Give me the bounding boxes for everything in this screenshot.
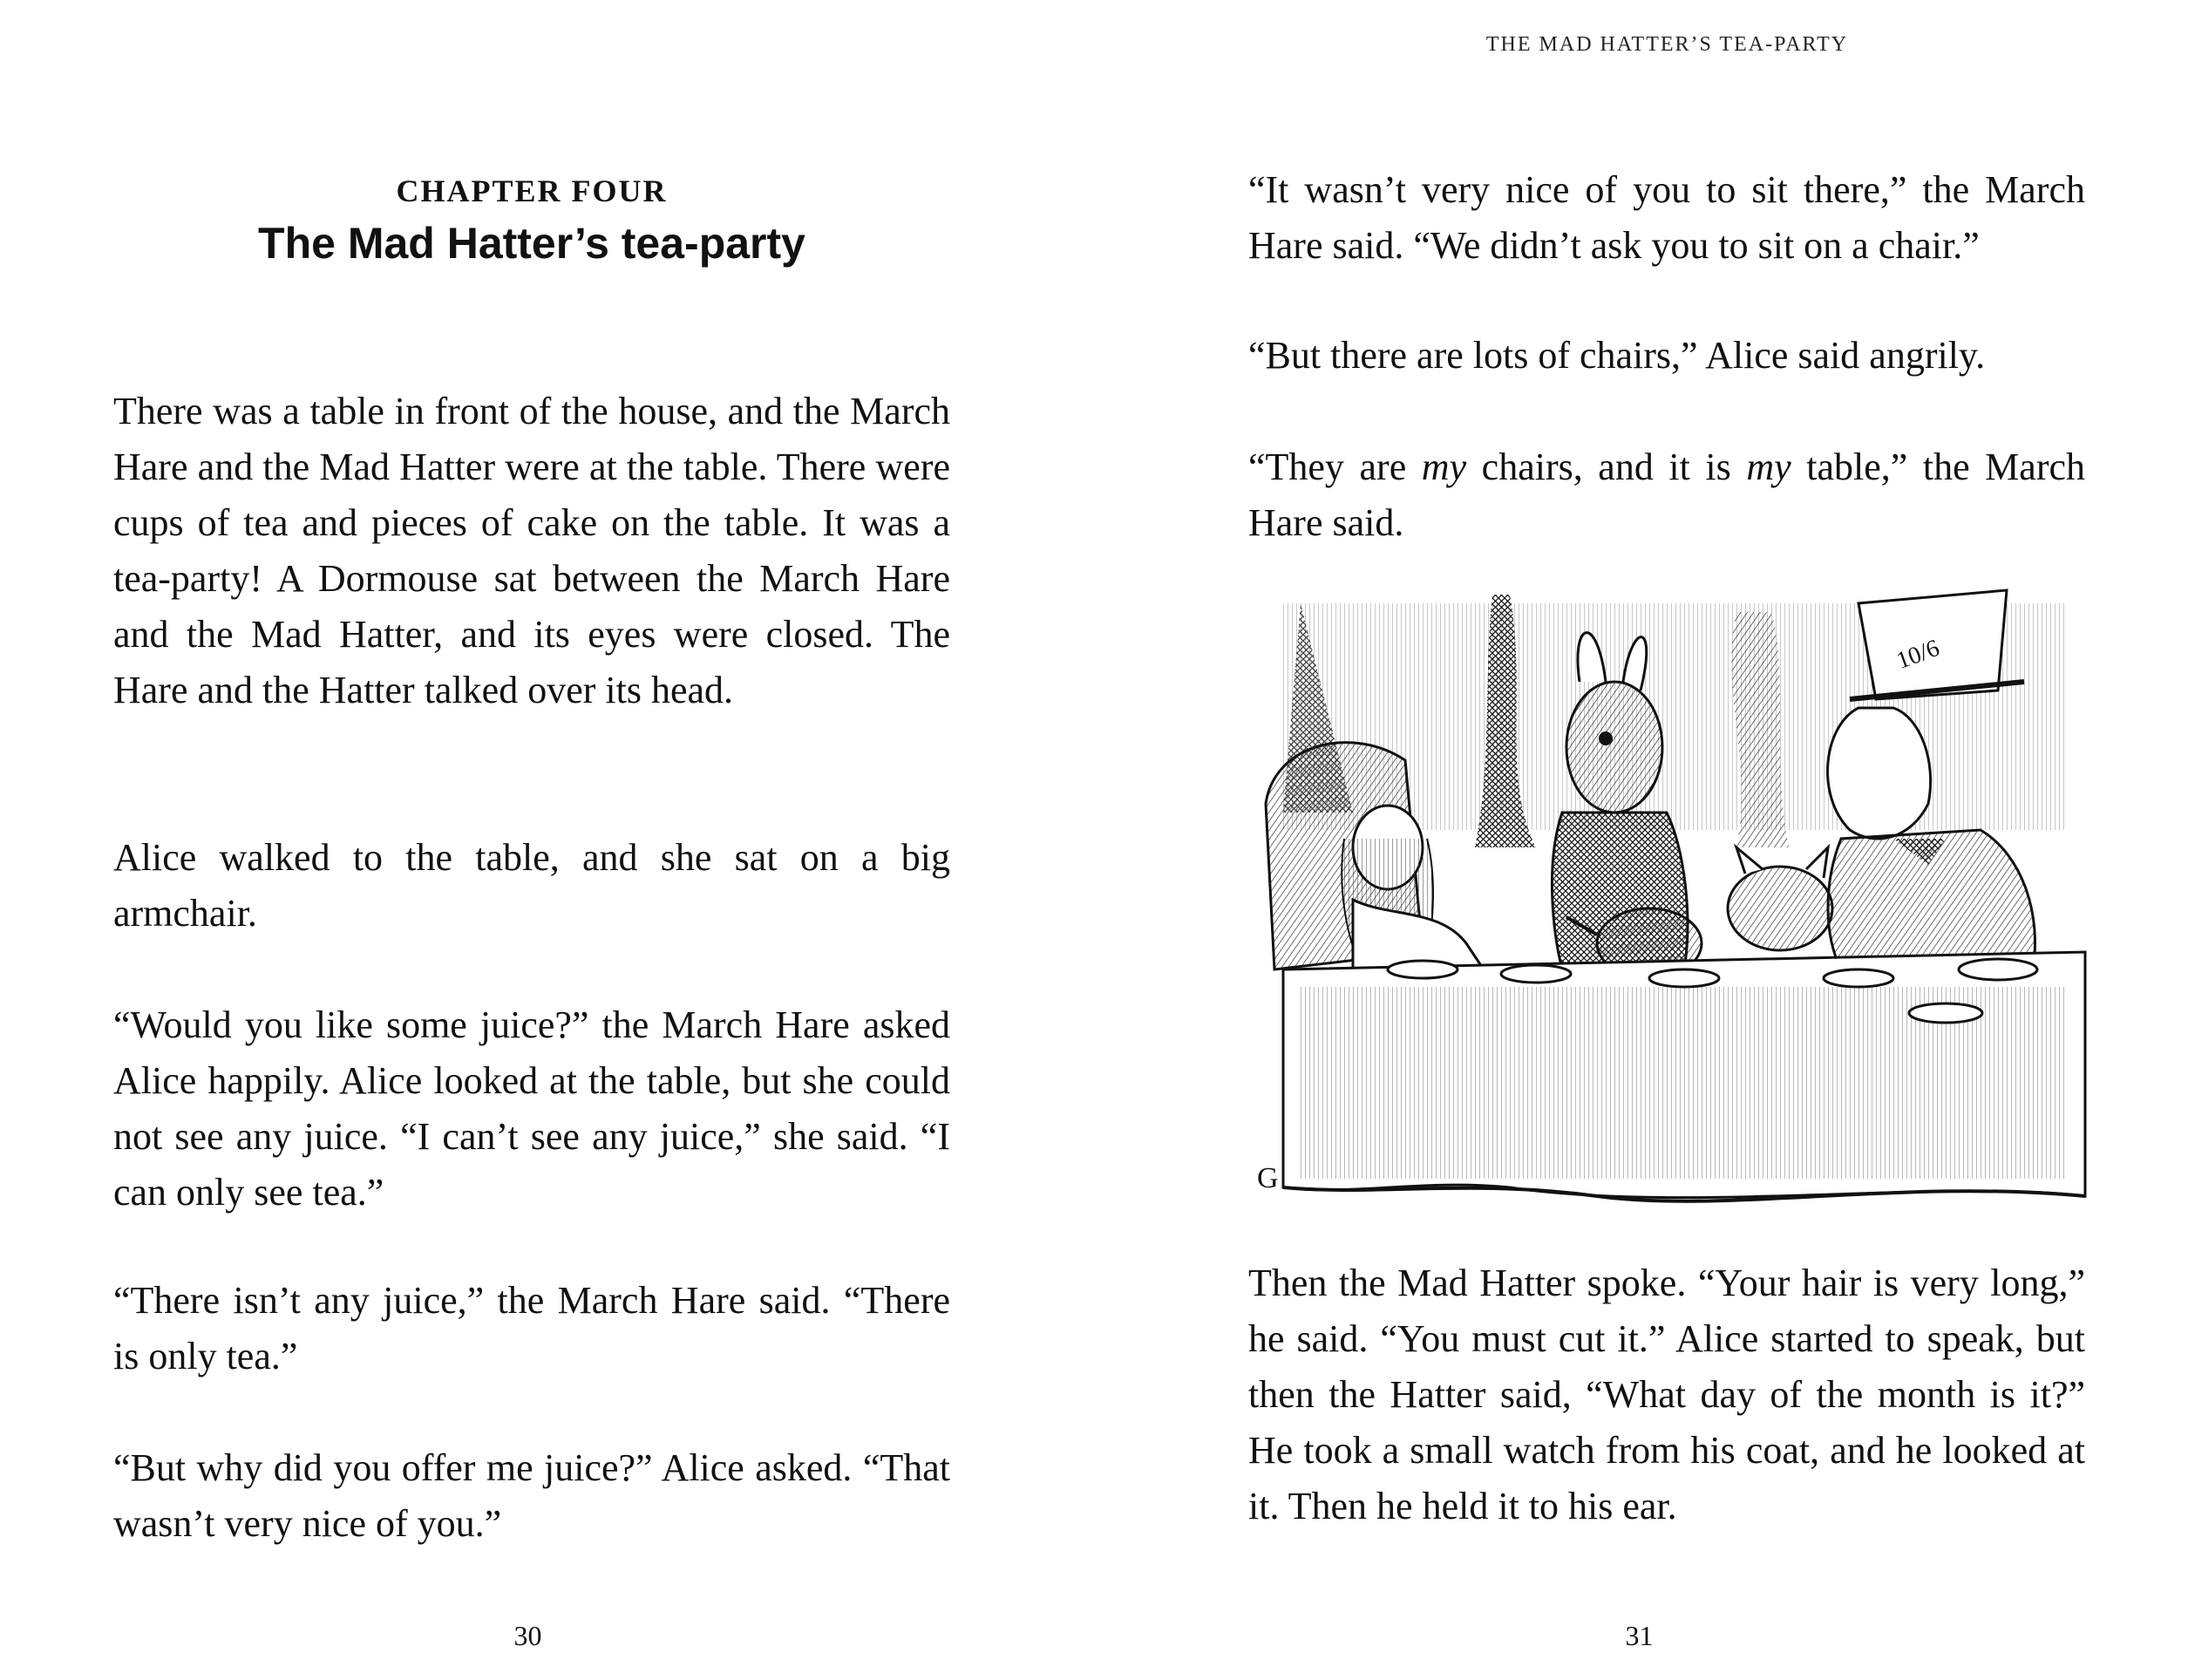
right-page [1094,0,2188,1680]
body-text [1248,439,2085,551]
body-text [1248,328,2085,384]
text-run: chairs, and it is [1466,446,1747,488]
body-text [113,830,950,942]
body-text [113,1440,950,1552]
body-text [1248,1255,2085,1534]
running-head: THE MAD HATTER’S TEA-PARTY [1485,33,1849,56]
chapter-title: The Mad Hatter’s tea-party [258,219,805,268]
svg-text:G: G [1257,1162,1279,1194]
body-text [113,997,950,1221]
text-run: table,” the March Hare said. [1248,446,2086,544]
emphasis: my [1746,446,1791,488]
body-text [113,384,950,718]
tea-party-engraving-icon [1248,586,2103,1222]
svg-text:10/6: 10/6 [1892,634,1943,675]
text-run: “They are [1248,446,1422,488]
paragraph [1248,439,2085,551]
emphasis: my [1421,446,1467,488]
page-number: 30 [513,1620,542,1651]
paragraph: “It wasn’t very nice of you to sit there,” the March Hare said. “We didn’t ask you to sit on a chair.” [1248,168,2085,267]
paragraph: “There isn’t any juice,” the March Hare said. “There is only tea.” [113,1279,950,1377]
paragraph: “Would you like some juice?” the March Hare asked Alice happily. Alice looked at the table, but she could not see any juice. “I can’t see any juice,” she said. “I can only see tea.” [113,1003,950,1214]
paragraph: Then the Mad Hatter spoke. “Your hair is very long,” he said. “You must cut it.” Alice started to speak, but then the Hatter said, “What day of the month is it?” He took a small watch from his coat, and he looked at it. Then he held it to his ear. [1248,1262,2085,1527]
body-text [1248,162,2085,274]
paragraph: “But why did you offer me juice?” Alice asked. “That wasn’t very nice of you.” [113,1446,950,1545]
chapter-label: CHAPTER FOUR [396,173,668,208]
paragraph: There was a table in front of the house, and the March Hare and the Mad Hatter were at the table. There were cups of tea and pieces of cake on the table. It was a tea-party! A Dormouse sat between the March Hare and the Mad Hatter, and its eyes were closed. The Hare and the Hatter talked over its head. [113,390,950,711]
page-number: 31 [1625,1620,1654,1651]
body-text [113,1273,950,1384]
paragraph: Alice walked to the table, and she sat on a big armchair. [113,836,950,935]
paragraph: “But there are lots of chairs,” Alice said angrily. [1248,334,1986,377]
